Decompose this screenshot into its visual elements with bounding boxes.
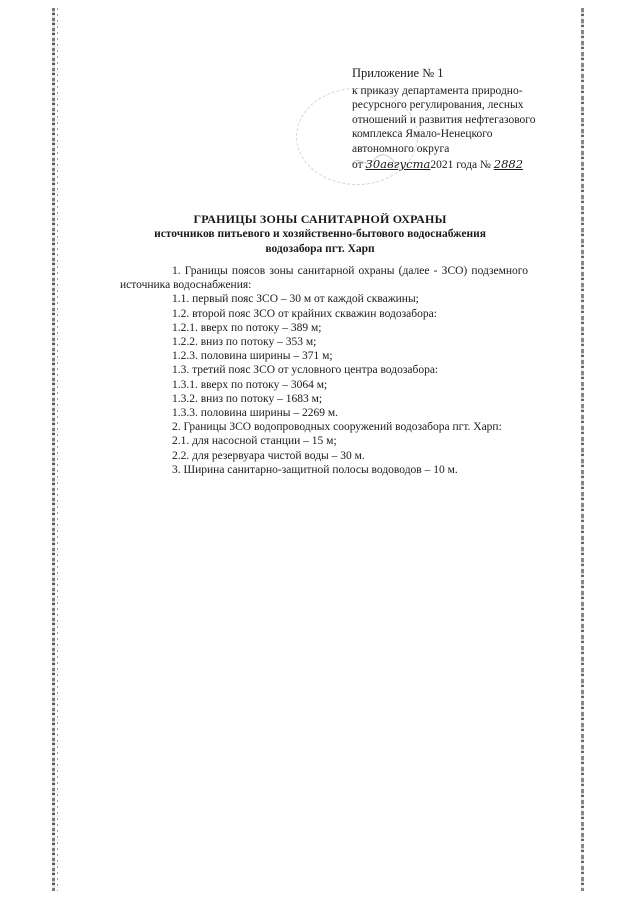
handwritten-date: 30августа xyxy=(365,157,431,171)
body-item: 1.2.1. вверх по потоку – 389 м; xyxy=(172,321,322,334)
header-line: к приказу департамента природно- xyxy=(352,84,523,97)
body-item: 1.2.2. вниз по потоку – 353 м; xyxy=(172,336,317,349)
appendix-title: Приложение № 1 xyxy=(352,66,444,80)
signature-scribble xyxy=(350,150,440,172)
header-line: ресурсного регулирования, лесных xyxy=(352,99,524,111)
header-line: отношений и развития нефтегазового xyxy=(352,113,536,126)
document-subtitle-line-1: источников питьевого и хозяйственно-бытового водоснабжения xyxy=(154,228,486,240)
body-item: 1.3.3. половина ширины – 2269 м. xyxy=(172,407,339,420)
document-body xyxy=(120,264,528,477)
body-item: 2.1. для насосной станции – 15 м; xyxy=(172,435,337,448)
document-subtitle-line-2: водозабора пгт. Харп xyxy=(265,242,375,255)
body-item: 2.2. для резервуара чистой воды – 30 м. xyxy=(172,449,365,462)
header-line: комплекса Ямало-Ненецкого xyxy=(352,128,493,140)
body-item: 2. Границы ЗСО водопроводных сооружений водозабора пгт. Харп: xyxy=(172,421,502,434)
document-title-block xyxy=(0,212,640,256)
handwritten-order-number: 2882 xyxy=(493,157,524,171)
body-item: 3. Ширина санитарно-защитной полосы водоводов – 10 м. xyxy=(172,463,458,476)
body-item: 1.2. второй пояс ЗСО от крайних скважин водозабора: xyxy=(172,307,437,320)
body-item: 1.3.1. вверх по потоку – 3064 м; xyxy=(172,378,328,391)
body-item: 1.1. первый пояс ЗСО – 30 м от каждой скважины; xyxy=(172,293,419,306)
date-suffix: 2021 года № xyxy=(430,159,491,171)
date-prefix: от xyxy=(352,159,363,171)
document-title: ГРАНИЦЫ ЗОНЫ САНИТАРНОЙ ОХРАНЫ xyxy=(193,212,447,226)
body-item: 1.2.3. половина ширины – 371 м; xyxy=(172,350,333,363)
scan-edge-left-inner xyxy=(57,8,58,891)
scan-edge-left xyxy=(52,8,55,891)
header-line: автономного округа xyxy=(352,142,450,155)
body-item: 1.3. третий пояс ЗСО от условного центра водозабора: xyxy=(172,364,439,377)
body-item: 1.3.2. вниз по потоку – 1683 м; xyxy=(172,392,323,405)
body-paragraph-intro: 1. Границы поясов зоны санитарной охраны (далее - ЗСО) подземного источника водоснабжения: xyxy=(120,265,528,292)
